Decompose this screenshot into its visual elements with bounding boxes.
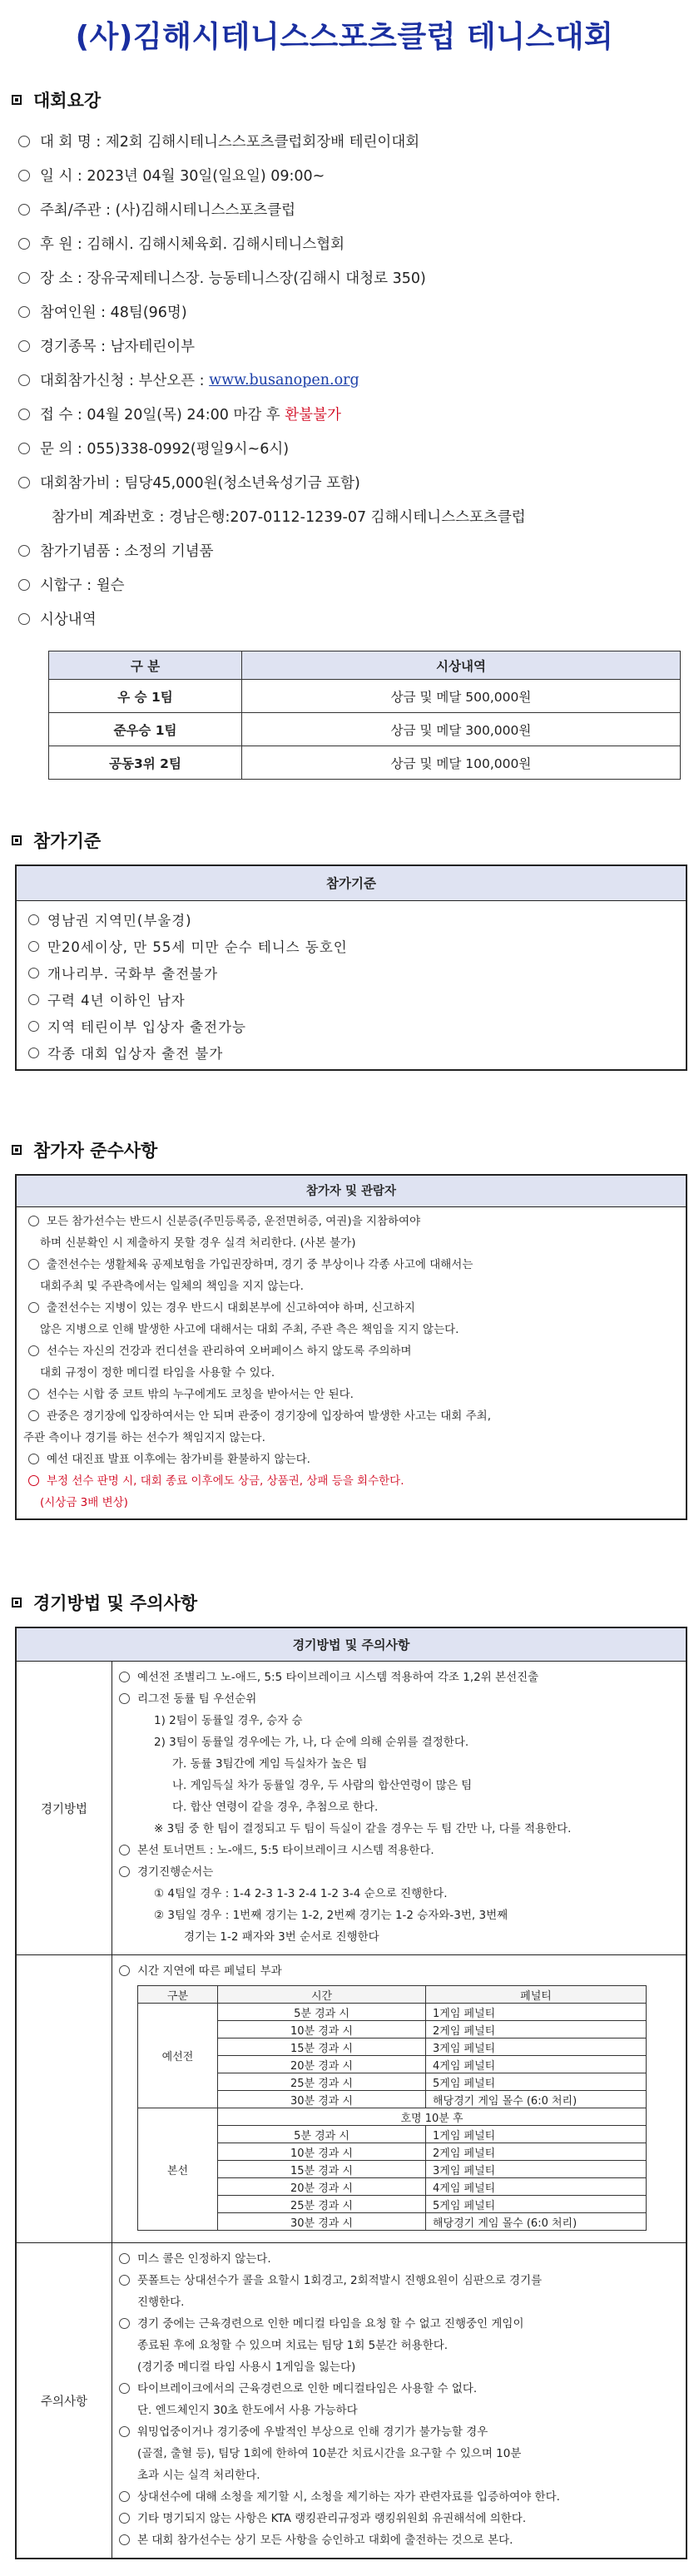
method-line: ② 3팀일 경우 : 1번째 경기는 1-2, 2번째 경기는 1-2 승자와-3번, 3번째 [154, 1909, 508, 1922]
overview-item: 장 소 : 장유국제테니스장. 능동테니스장(김해시 대청로 350) [18, 260, 679, 295]
penalty-value: 3게임 페널티 [426, 2161, 647, 2178]
circle-bullet-icon [119, 2491, 130, 2502]
method-box [15, 1627, 687, 2559]
circle-bullet-icon [18, 477, 30, 488]
penalty-value: 5게임 페널티 [426, 2196, 647, 2213]
prize-table [48, 651, 681, 780]
penalty-time: 20분 경과 시 [218, 2178, 426, 2196]
circle-bullet-icon [119, 2253, 130, 2264]
list-item: 선수는 시합 중 코트 밖의 누구에게도 코칭을 받아서는 안 된다. [23, 1384, 679, 1405]
list-item: 개나리부. 국화부 출전불가 [28, 959, 686, 986]
overview-item-deadline: 접 수 : 04월 20일(목) 24:00 마감 후 환불불가 [18, 397, 679, 431]
caution-line: 풋폴트는 상대선수가 콜을 요할시 1회경고, 2회적발시 진행요원이 심판으로 경기를 [117, 2270, 681, 2291]
refund-warning: 환불불가 [285, 407, 341, 424]
overview-item: 대 회 명 : 제2회 김해시테니스스포츠클럽회장배 테린이대회 [18, 124, 679, 158]
overview-item: 주최/주관 : (사)김해시테니스스포츠클럽 [18, 192, 679, 226]
list-item: 선수는 자신의 건강과 컨디션을 관리하여 오버페이스 하지 않도록 주의하며 대회 규정이 정한 메디컬 타임을 사용할 수 있다. [23, 1340, 679, 1384]
overview-item: 일 시 : 2023년 04월 30일(일요일) 09:00~ [18, 158, 679, 192]
method-line: 예선전 조별리그 노-애드, 5:5 타이브레이크 시스템 적용하여 각조 1,2위 본선진출 [117, 1667, 681, 1688]
table-row: 공동3위 2팀 상금 및 메달 100,000원 [49, 746, 681, 780]
criteria-box [15, 864, 687, 1071]
square-bullet-icon [12, 835, 22, 845]
table-row [138, 2108, 647, 2126]
list-item: 영남권 지역민(부울경) [28, 906, 686, 933]
circle-bullet-icon [28, 1021, 39, 1032]
circle-bullet-icon [18, 443, 30, 454]
penalty-value: 3게임 페널티 [426, 2039, 647, 2056]
method-heading: 경기방법 및 주의사항 [12, 1590, 679, 1615]
penalty-time: 5분 경과 시 [218, 2004, 426, 2021]
rules-box-title: 참가자 및 관람자 [17, 1176, 686, 1207]
list-item: 예선 대진표 발표 이후에는 참가비를 환불하지 않는다. [23, 1449, 679, 1470]
table-header-row: 구분 시간 페널티 [138, 1986, 647, 2004]
caution-line: (경기중 메디컬 타임 사용시 1게임을 잃는다) [137, 2361, 356, 2374]
circle-bullet-icon [28, 1259, 39, 1270]
overview-item-registration: 대회참가신청 : 부산오픈 : www.busanopen.org [18, 363, 679, 397]
penalty-time: 25분 경과 시 [218, 2073, 426, 2091]
rules-box [15, 1174, 687, 1520]
caution-line: 단. 엔드체인지 30초 한도에서 사용 가능하다 [137, 2404, 358, 2417]
caution-line: (골절, 출혈 등), 팀당 1회에 한하여 10분간 치료시간을 요구할 수 있으며 10분 [137, 2447, 522, 2460]
list-item: 구력 4년 이하인 남자 [28, 986, 686, 1013]
penalty-time: 30분 경과 시 [218, 2091, 426, 2108]
circle-bullet-icon [119, 2275, 130, 2286]
caution-line: 상대선수에 대해 소청을 제기할 시, 소청을 제기하는 자가 관련자료를 입증하여야 한다. [117, 2486, 681, 2508]
circle-bullet-icon [119, 2383, 130, 2394]
penalty-value: 2게임 페널티 [426, 2021, 647, 2039]
method-box-title: 경기방법 및 주의사항 [17, 1628, 686, 1662]
penalty-value: 해당경기 게임 몰수 (6:0 처리) [426, 2091, 647, 2108]
table-header-row: 구 분 시상내역 [49, 651, 681, 680]
circle-bullet-icon [119, 2318, 130, 2329]
penalty-row [17, 1954, 686, 2242]
method-line: 나. 게임득실 차가 동률일 경우, 두 사람의 합산연령이 많은 팀 [172, 1779, 473, 1792]
penalty-value: 2게임 페널티 [426, 2143, 647, 2161]
circle-bullet-icon [18, 306, 30, 318]
list-item: 관중은 경기장에 입장하여서는 안 되며 관중이 경기장에 입장하여 발생한 사고는 대회 주최, 주관 측이나 경기를 하는 선수가 책임지지 않는다. [23, 1409, 492, 1444]
penalty-value: 1게임 페널티 [426, 2004, 647, 2021]
list-item: 출전선수는 지병이 있는 경우 반드시 대회본부에 신고하여야 하며, 신고하지 않은 지병으로 인해 발생한 사고에 대해서는 대회 주최, 주관 측은 책임을 지지 않는다. [23, 1297, 679, 1340]
penalty-time: 25분 경과 시 [218, 2196, 426, 2213]
penalty-time: 15분 경과 시 [218, 2161, 426, 2178]
method-line: 리그전 동률 팀 우선순위 [117, 1688, 681, 1710]
method-line: 가. 동률 3팀간에 게임 득실차가 높은 팀 [172, 1757, 368, 1771]
circle-bullet-icon [28, 941, 39, 952]
circle-bullet-icon [18, 204, 30, 215]
criteria-list [17, 901, 686, 1069]
table-row: 우 승 1팀 상금 및 메달 500,000원 [49, 680, 681, 713]
square-bullet-icon [12, 1145, 22, 1155]
overview-section [10, 87, 679, 780]
circle-bullet-icon [18, 238, 30, 250]
caution-line: 미스 콜은 인정하지 않는다. [117, 2248, 681, 2270]
method-line: 경기는 1-2 패자와 3번 순서로 진행한다 [184, 1930, 379, 1944]
square-bullet-icon [12, 1598, 22, 1608]
circle-bullet-icon [28, 914, 39, 925]
circle-bullet-icon [119, 1866, 130, 1877]
circle-bullet-icon [119, 2534, 130, 2545]
rules-heading: 참가자 준수사항 [12, 1137, 679, 1162]
registration-link[interactable]: www.busanopen.org [209, 371, 359, 389]
list-item: 만20세이상, 만 55세 미만 순수 테니스 동호인 [28, 933, 686, 959]
method-line: ※ 3팀 중 한 팀이 결정되고 두 팀이 득실이 같을 경우는 두 팀 간만 나, 다를 적용한다. [154, 1822, 572, 1835]
list-item: 출전선수는 생활체육 공제보험을 가입권장하며, 경기 중 부상이나 각종 사고에 대해서는 대회주최 및 주관측에서는 일체의 책임을 지지 않는다. [23, 1254, 679, 1297]
circle-bullet-icon [18, 409, 30, 420]
caution-line: 워밍업중이거나 경기중에 우발적인 부상으로 인해 경기가 불가능할 경우 [117, 2421, 681, 2443]
circle-bullet-icon [28, 1475, 39, 1486]
circle-bullet-icon [18, 579, 30, 591]
criteria-box-title: 참가기준 [17, 866, 686, 901]
circle-bullet-icon [28, 1302, 39, 1313]
method-row [17, 1662, 686, 1954]
overview-item-awards: 시상내역 [18, 602, 679, 636]
circle-bullet-icon [18, 374, 30, 386]
page-title: (사)김해시테니스스포츠클럽 테니스대회 [75, 20, 614, 54]
circle-bullet-icon [28, 1345, 39, 1356]
circle-bullet-icon [28, 1048, 39, 1058]
circle-bullet-icon [119, 2513, 130, 2524]
criteria-heading: 참가기준 [12, 828, 679, 853]
penalty-time: 20분 경과 시 [218, 2056, 426, 2073]
penalty-table [137, 1985, 647, 2231]
penalty-group-label: 본선 [138, 2108, 218, 2231]
overview-item-account: 참가비 계좌번호 : 경남은행:207-0112-1239-07 김해시테니스스포츠클럽 [52, 509, 526, 526]
caution-row [17, 2242, 686, 2558]
caution-line: 본 대회 참가선수는 상기 모든 사항을 승인하고 대회에 출전하는 것으로 본다. [117, 2529, 681, 2551]
overview-item: 경기종목 : 남자테린이부 [18, 329, 679, 363]
overview-heading-text: 대회요강 [33, 91, 102, 111]
penalty-group-label: 예선전 [138, 2004, 218, 2108]
penalty-time: 30분 경과 시 [218, 2213, 426, 2231]
overview-item-fee: 대회참가비 : 팀당45,000원(청소년육성기금 포함) [18, 465, 679, 499]
circle-bullet-icon [119, 1845, 130, 1855]
circle-bullet-icon [28, 1410, 39, 1421]
circle-bullet-icon [28, 968, 39, 978]
penalty-subheader: 호명 10분 후 [218, 2108, 647, 2126]
circle-bullet-icon [18, 272, 30, 284]
caution-line: 종료된 후에 요청할 수 있으며 치료는 팀당 1회 5분간 허용한다. [137, 2339, 449, 2352]
square-bullet-icon [12, 95, 22, 105]
penalty-intro: 시간 지연에 따른 페널티 부과 [117, 1960, 681, 1982]
penalty-time: 10분 경과 시 [218, 2143, 426, 2161]
method-line: 본선 토너먼트 : 노-애드, 5:5 타이브레이크 시스템 적용한다. [117, 1840, 681, 1861]
method-line: ① 4팀일 경우 : 1-4 2-3 1-3 2-4 1-2 3-4 순으로 진행한다. [154, 1887, 448, 1900]
circle-bullet-icon [119, 1965, 130, 1976]
overview-heading [12, 87, 679, 112]
penalty-time: 10분 경과 시 [218, 2021, 426, 2039]
method-lines [112, 1662, 686, 1954]
caution-line: 초과 시는 실격 처리한다. [137, 2469, 260, 2482]
caution-line: 타이브레이크에서의 근육경련으로 인한 메디컬타임은 사용할 수 없다. [117, 2378, 681, 2400]
overview-item: 참여인원 : 48팀(96명) [18, 295, 679, 329]
table-row [138, 2004, 647, 2021]
circle-bullet-icon [119, 1693, 130, 1704]
list-item: 각종 대회 입상자 출전 불가 [28, 1039, 686, 1066]
overview-item: 후 원 : 김해시. 김해시체육회. 김해시테니스협회 [18, 226, 679, 260]
overview-item-gift: 참가기념품 : 소정의 기념품 [18, 533, 679, 567]
overview-list [18, 124, 679, 636]
penalty-value: 4게임 페널티 [426, 2056, 647, 2073]
caution-line: 기타 명기되지 않는 사항은 KTA 랭킹관리규정과 랭킹위원회 유권해석에 의한다. [117, 2508, 681, 2529]
circle-bullet-icon [28, 1454, 39, 1464]
circle-bullet-icon [119, 1672, 130, 1682]
list-item: 지역 테린이부 입상자 출전가능 [28, 1013, 686, 1039]
circle-bullet-icon [28, 1216, 39, 1226]
circle-bullet-icon [18, 170, 30, 181]
caution-lines [112, 2243, 686, 2558]
list-item-warning: 부정 선수 판명 시, 대회 종료 이후에도 상금, 상품권, 상패 등을 회수한다. (시상금 3배 변상) [23, 1470, 679, 1513]
penalty-value: 1게임 페널티 [426, 2126, 647, 2143]
list-item: 모든 참가선수는 반드시 신분증(주민등록증, 운전면허증, 여권)을 지참하여야 하며 신분확인 시 제출하지 못할 경우 실격 처리한다. (사본 불가) [23, 1211, 679, 1254]
method-line: 2) 3팀이 동률일 경우에는 가, 나, 다 순에 의해 순위를 결정한다. [154, 1736, 469, 1749]
method-line: 다. 합산 연령이 같을 경우, 추첨으로 한다. [172, 1801, 379, 1814]
circle-bullet-icon [18, 613, 30, 625]
caution-line: 경기 중에는 근육경련으로 인한 메디컬 타임을 요청 할 수 없고 진행중인 게임이 [117, 2313, 681, 2335]
penalty-value: 4게임 페널티 [426, 2178, 647, 2196]
method-line: 경기진행순서는 [117, 1861, 681, 1883]
overview-item-contact: 문 의 : 055)338-0992(평일9시~6시) [18, 431, 679, 465]
circle-bullet-icon [119, 2426, 130, 2437]
circle-bullet-icon [18, 545, 30, 557]
caution-line: 진행한다. [137, 2296, 185, 2309]
circle-bullet-icon [28, 994, 39, 1005]
penalty-value: 5게임 페널티 [426, 2073, 647, 2091]
rules-list [17, 1207, 686, 1518]
table-row: 준우승 1팀 상금 및 메달 300,000원 [49, 713, 681, 746]
method-label: 경기방법 [17, 1662, 112, 1954]
circle-bullet-icon [18, 136, 30, 147]
penalty-body [112, 1955, 686, 2242]
circle-bullet-icon [28, 1389, 39, 1399]
penalty-time: 15분 경과 시 [218, 2039, 426, 2056]
method-line: 1) 2팀이 동률일 경우, 승자 승 [154, 1714, 303, 1727]
penalty-value: 해당경기 게임 몰수 (6:0 처리) [426, 2213, 647, 2231]
caution-label: 주의사항 [17, 2243, 112, 2558]
penalty-time: 5분 경과 시 [218, 2126, 426, 2143]
circle-bullet-icon [18, 340, 30, 352]
overview-item-ball: 시합구 : 윌슨 [18, 567, 679, 602]
